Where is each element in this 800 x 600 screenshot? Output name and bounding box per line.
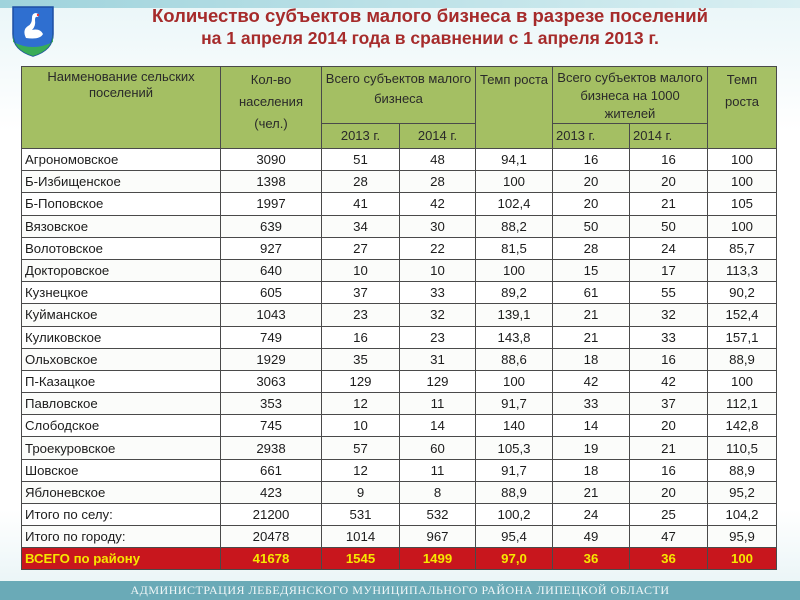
cell-settlement: Яблоневское	[22, 481, 221, 503]
cell-per1000-2013: 33	[553, 393, 630, 415]
cell-per1000-2013: 21	[553, 326, 630, 348]
table-row	[22, 304, 777, 326]
header-2014: 2014 г.	[400, 124, 476, 149]
header-per-1000: Всего субъектов малого бизнеса на 1000 жителей	[553, 67, 708, 124]
cell-growth: 139,1	[476, 304, 553, 326]
cell-settlement: Шовское	[22, 459, 221, 481]
cell-growth-per1000: 90,2	[708, 282, 777, 304]
cell-per1000-2013: 18	[553, 348, 630, 370]
cell-growth-per1000: 88,9	[708, 459, 777, 481]
table-row	[22, 149, 777, 171]
cell-per1000-2014: 50	[630, 215, 708, 237]
cell-per1000-2013: 61	[553, 282, 630, 304]
cell-subjects-2013: 28	[322, 171, 400, 193]
cell-per1000-2014: 24	[630, 237, 708, 259]
cell-growth-per1000: 110,5	[708, 437, 777, 459]
header-name: Наименование сельских поселений	[22, 67, 221, 149]
cell-growth-per1000: 142,8	[708, 415, 777, 437]
cell-subjects-2014: 32	[400, 304, 476, 326]
cell-per1000-2013: 49	[553, 526, 630, 548]
page-title	[60, 5, 800, 49]
cell-subjects-2013: 16	[322, 326, 400, 348]
cell-per1000-2014: 47	[630, 526, 708, 548]
cell-growth: 81,5	[476, 237, 553, 259]
cell-subjects-2013: 531	[322, 504, 400, 526]
table-row	[22, 370, 777, 392]
cell-population: 640	[221, 259, 322, 281]
cell-subjects-2014: 11	[400, 393, 476, 415]
cell-growth: 91,7	[476, 393, 553, 415]
cell-subjects-2014: 28	[400, 171, 476, 193]
cell-subjects-2014: 532	[400, 504, 476, 526]
cell-growth: 97,0	[476, 548, 553, 570]
cell-growth: 88,2	[476, 215, 553, 237]
cell-subjects-2014: 33	[400, 282, 476, 304]
cell-growth-per1000: 88,9	[708, 348, 777, 370]
cell-subjects-2014: 11	[400, 459, 476, 481]
cell-per1000-2014: 21	[630, 437, 708, 459]
cell-growth: 88,6	[476, 348, 553, 370]
cell-subjects-2013: 12	[322, 393, 400, 415]
cell-subjects-2014: 8	[400, 481, 476, 503]
cell-per1000-2013: 15	[553, 259, 630, 281]
cell-per1000-2013: 42	[553, 370, 630, 392]
cell-growth: 94,1	[476, 149, 553, 171]
cell-settlement: Докторовское	[22, 259, 221, 281]
table-body	[22, 149, 777, 570]
cell-population: 927	[221, 237, 322, 259]
cell-subjects-2013: 23	[322, 304, 400, 326]
cell-per1000-2014: 37	[630, 393, 708, 415]
cell-per1000-2013: 19	[553, 437, 630, 459]
table-row	[22, 437, 777, 459]
cell-growth-per1000: 104,2	[708, 504, 777, 526]
cell-population: 1997	[221, 193, 322, 215]
header-2013-per-1000: 2013 г.	[553, 124, 630, 149]
cell-population: 749	[221, 326, 322, 348]
cell-settlement: Куйманское	[22, 304, 221, 326]
cell-population: 1929	[221, 348, 322, 370]
header-2013: 2013 г.	[322, 124, 400, 149]
cell-settlement: Кузнецкое	[22, 282, 221, 304]
cell-population: 20478	[221, 526, 322, 548]
header-growth-1: Темп роста	[476, 67, 553, 149]
title-line-2: на 1 апреля 2014 года в сравнении с 1 апреля 2013 г.	[201, 28, 659, 48]
table-row	[22, 193, 777, 215]
cell-population: 745	[221, 415, 322, 437]
cell-growth-per1000: 95,9	[708, 526, 777, 548]
cell-per1000-2013: 16	[553, 149, 630, 171]
cell-subjects-2014: 60	[400, 437, 476, 459]
table-row	[22, 526, 777, 548]
cell-growth-per1000: 100	[708, 370, 777, 392]
cell-growth: 102,4	[476, 193, 553, 215]
cell-growth-per1000: 157,1	[708, 326, 777, 348]
cell-population: 639	[221, 215, 322, 237]
cell-subjects-2014: 14	[400, 415, 476, 437]
cell-per1000-2013: 20	[553, 171, 630, 193]
cell-settlement: Вязовское	[22, 215, 221, 237]
cell-per1000-2013: 50	[553, 215, 630, 237]
cell-growth: 95,4	[476, 526, 553, 548]
cell-population: 3063	[221, 370, 322, 392]
table-total-row	[22, 548, 777, 570]
cell-subjects-2014: 1499	[400, 548, 476, 570]
cell-settlement: Троекуровское	[22, 437, 221, 459]
cell-growth-per1000: 112,1	[708, 393, 777, 415]
cell-settlement: Слободское	[22, 415, 221, 437]
cell-subjects-2014: 23	[400, 326, 476, 348]
table-row	[22, 393, 777, 415]
cell-per1000-2013: 36	[553, 548, 630, 570]
cell-subjects-2013: 37	[322, 282, 400, 304]
table-row	[22, 237, 777, 259]
cell-population: 605	[221, 282, 322, 304]
cell-population: 2938	[221, 437, 322, 459]
cell-settlement: Ольховское	[22, 348, 221, 370]
cell-subjects-2014: 30	[400, 215, 476, 237]
cell-settlement: Агрономовское	[22, 149, 221, 171]
cell-settlement: Итого по селу:	[22, 504, 221, 526]
cell-subjects-2014: 42	[400, 193, 476, 215]
cell-growth-per1000: 105	[708, 193, 777, 215]
cell-subjects-2014: 22	[400, 237, 476, 259]
cell-per1000-2013: 21	[553, 481, 630, 503]
cell-per1000-2014: 21	[630, 193, 708, 215]
table-row	[22, 326, 777, 348]
cell-growth: 140	[476, 415, 553, 437]
cell-per1000-2014: 36	[630, 548, 708, 570]
cell-settlement: Павловское	[22, 393, 221, 415]
cell-subjects-2013: 1545	[322, 548, 400, 570]
small-business-table	[21, 66, 777, 570]
cell-subjects-2013: 34	[322, 215, 400, 237]
footer-text: АДМИНИСТРАЦИЯ ЛЕБЕДЯНСКОГО МУНИЦИПАЛЬНОГО РАЙОНА ЛИПЕЦКОЙ ОБЛАСТИ	[130, 583, 670, 597]
header-2014-per-1000: 2014 г.	[630, 124, 708, 149]
cell-growth-per1000: 100	[708, 149, 777, 171]
table-row	[22, 282, 777, 304]
cell-per1000-2013: 24	[553, 504, 630, 526]
cell-settlement: П-Казацкое	[22, 370, 221, 392]
cell-growth-per1000: 113,3	[708, 259, 777, 281]
cell-growth: 105,3	[476, 437, 553, 459]
cell-growth-per1000: 152,4	[708, 304, 777, 326]
cell-growth: 89,2	[476, 282, 553, 304]
cell-subjects-2014: 31	[400, 348, 476, 370]
cell-per1000-2014: 55	[630, 282, 708, 304]
table-row	[22, 215, 777, 237]
cell-growth: 100,2	[476, 504, 553, 526]
header-growth-2: Темп роста	[708, 67, 777, 149]
cell-subjects-2013: 35	[322, 348, 400, 370]
cell-growth: 100	[476, 259, 553, 281]
coat-of-arms-icon	[10, 4, 56, 58]
cell-per1000-2014: 20	[630, 171, 708, 193]
cell-population: 3090	[221, 149, 322, 171]
cell-settlement: ВСЕГО по району	[22, 548, 221, 570]
cell-per1000-2013: 18	[553, 459, 630, 481]
cell-subjects-2014: 967	[400, 526, 476, 548]
cell-subjects-2014: 10	[400, 259, 476, 281]
cell-subjects-2014: 129	[400, 370, 476, 392]
cell-growth-per1000: 100	[708, 171, 777, 193]
cell-subjects-2013: 41	[322, 193, 400, 215]
table-row	[22, 481, 777, 503]
cell-per1000-2014: 20	[630, 481, 708, 503]
cell-subjects-2013: 9	[322, 481, 400, 503]
cell-population: 1398	[221, 171, 322, 193]
cell-growth-per1000: 100	[708, 215, 777, 237]
cell-population: 423	[221, 481, 322, 503]
table-header	[22, 67, 777, 149]
cell-subjects-2013: 57	[322, 437, 400, 459]
cell-settlement: Волотовское	[22, 237, 221, 259]
cell-per1000-2013: 28	[553, 237, 630, 259]
cell-per1000-2014: 25	[630, 504, 708, 526]
cell-growth-per1000: 95,2	[708, 481, 777, 503]
cell-per1000-2014: 16	[630, 348, 708, 370]
cell-growth: 88,9	[476, 481, 553, 503]
cell-per1000-2013: 14	[553, 415, 630, 437]
header-population: Кол-во населения (чел.)	[221, 67, 322, 149]
cell-settlement: Куликовское	[22, 326, 221, 348]
cell-subjects-2013: 51	[322, 149, 400, 171]
table-row	[22, 259, 777, 281]
cell-growth: 143,8	[476, 326, 553, 348]
header-total-subjects: Всего субъектов малого бизнеса	[322, 67, 476, 124]
cell-population: 661	[221, 459, 322, 481]
cell-per1000-2014: 33	[630, 326, 708, 348]
cell-growth-per1000: 85,7	[708, 237, 777, 259]
cell-population: 21200	[221, 504, 322, 526]
cell-growth-per1000: 100	[708, 548, 777, 570]
table-row	[22, 171, 777, 193]
cell-subjects-2013: 10	[322, 259, 400, 281]
cell-growth: 100	[476, 171, 553, 193]
cell-subjects-2013: 129	[322, 370, 400, 392]
table-row	[22, 415, 777, 437]
cell-per1000-2013: 21	[553, 304, 630, 326]
cell-per1000-2013: 20	[553, 193, 630, 215]
table-row	[22, 504, 777, 526]
cell-growth: 91,7	[476, 459, 553, 481]
table-row	[22, 459, 777, 481]
cell-subjects-2014: 48	[400, 149, 476, 171]
cell-settlement: Итого по городу:	[22, 526, 221, 548]
cell-per1000-2014: 16	[630, 459, 708, 481]
cell-population: 41678	[221, 548, 322, 570]
cell-per1000-2014: 32	[630, 304, 708, 326]
cell-settlement: Б-Поповское	[22, 193, 221, 215]
cell-settlement: Б-Избищенское	[22, 171, 221, 193]
cell-per1000-2014: 16	[630, 149, 708, 171]
cell-subjects-2013: 1014	[322, 526, 400, 548]
footer-bar	[0, 581, 800, 600]
table-row	[22, 348, 777, 370]
cell-population: 1043	[221, 304, 322, 326]
cell-subjects-2013: 27	[322, 237, 400, 259]
cell-growth: 100	[476, 370, 553, 392]
cell-per1000-2014: 20	[630, 415, 708, 437]
cell-per1000-2014: 17	[630, 259, 708, 281]
cell-subjects-2013: 12	[322, 459, 400, 481]
cell-subjects-2013: 10	[322, 415, 400, 437]
cell-population: 353	[221, 393, 322, 415]
cell-per1000-2014: 42	[630, 370, 708, 392]
title-line-1: Количество субъектов малого бизнеса в разрезе поселений	[151, 5, 708, 26]
